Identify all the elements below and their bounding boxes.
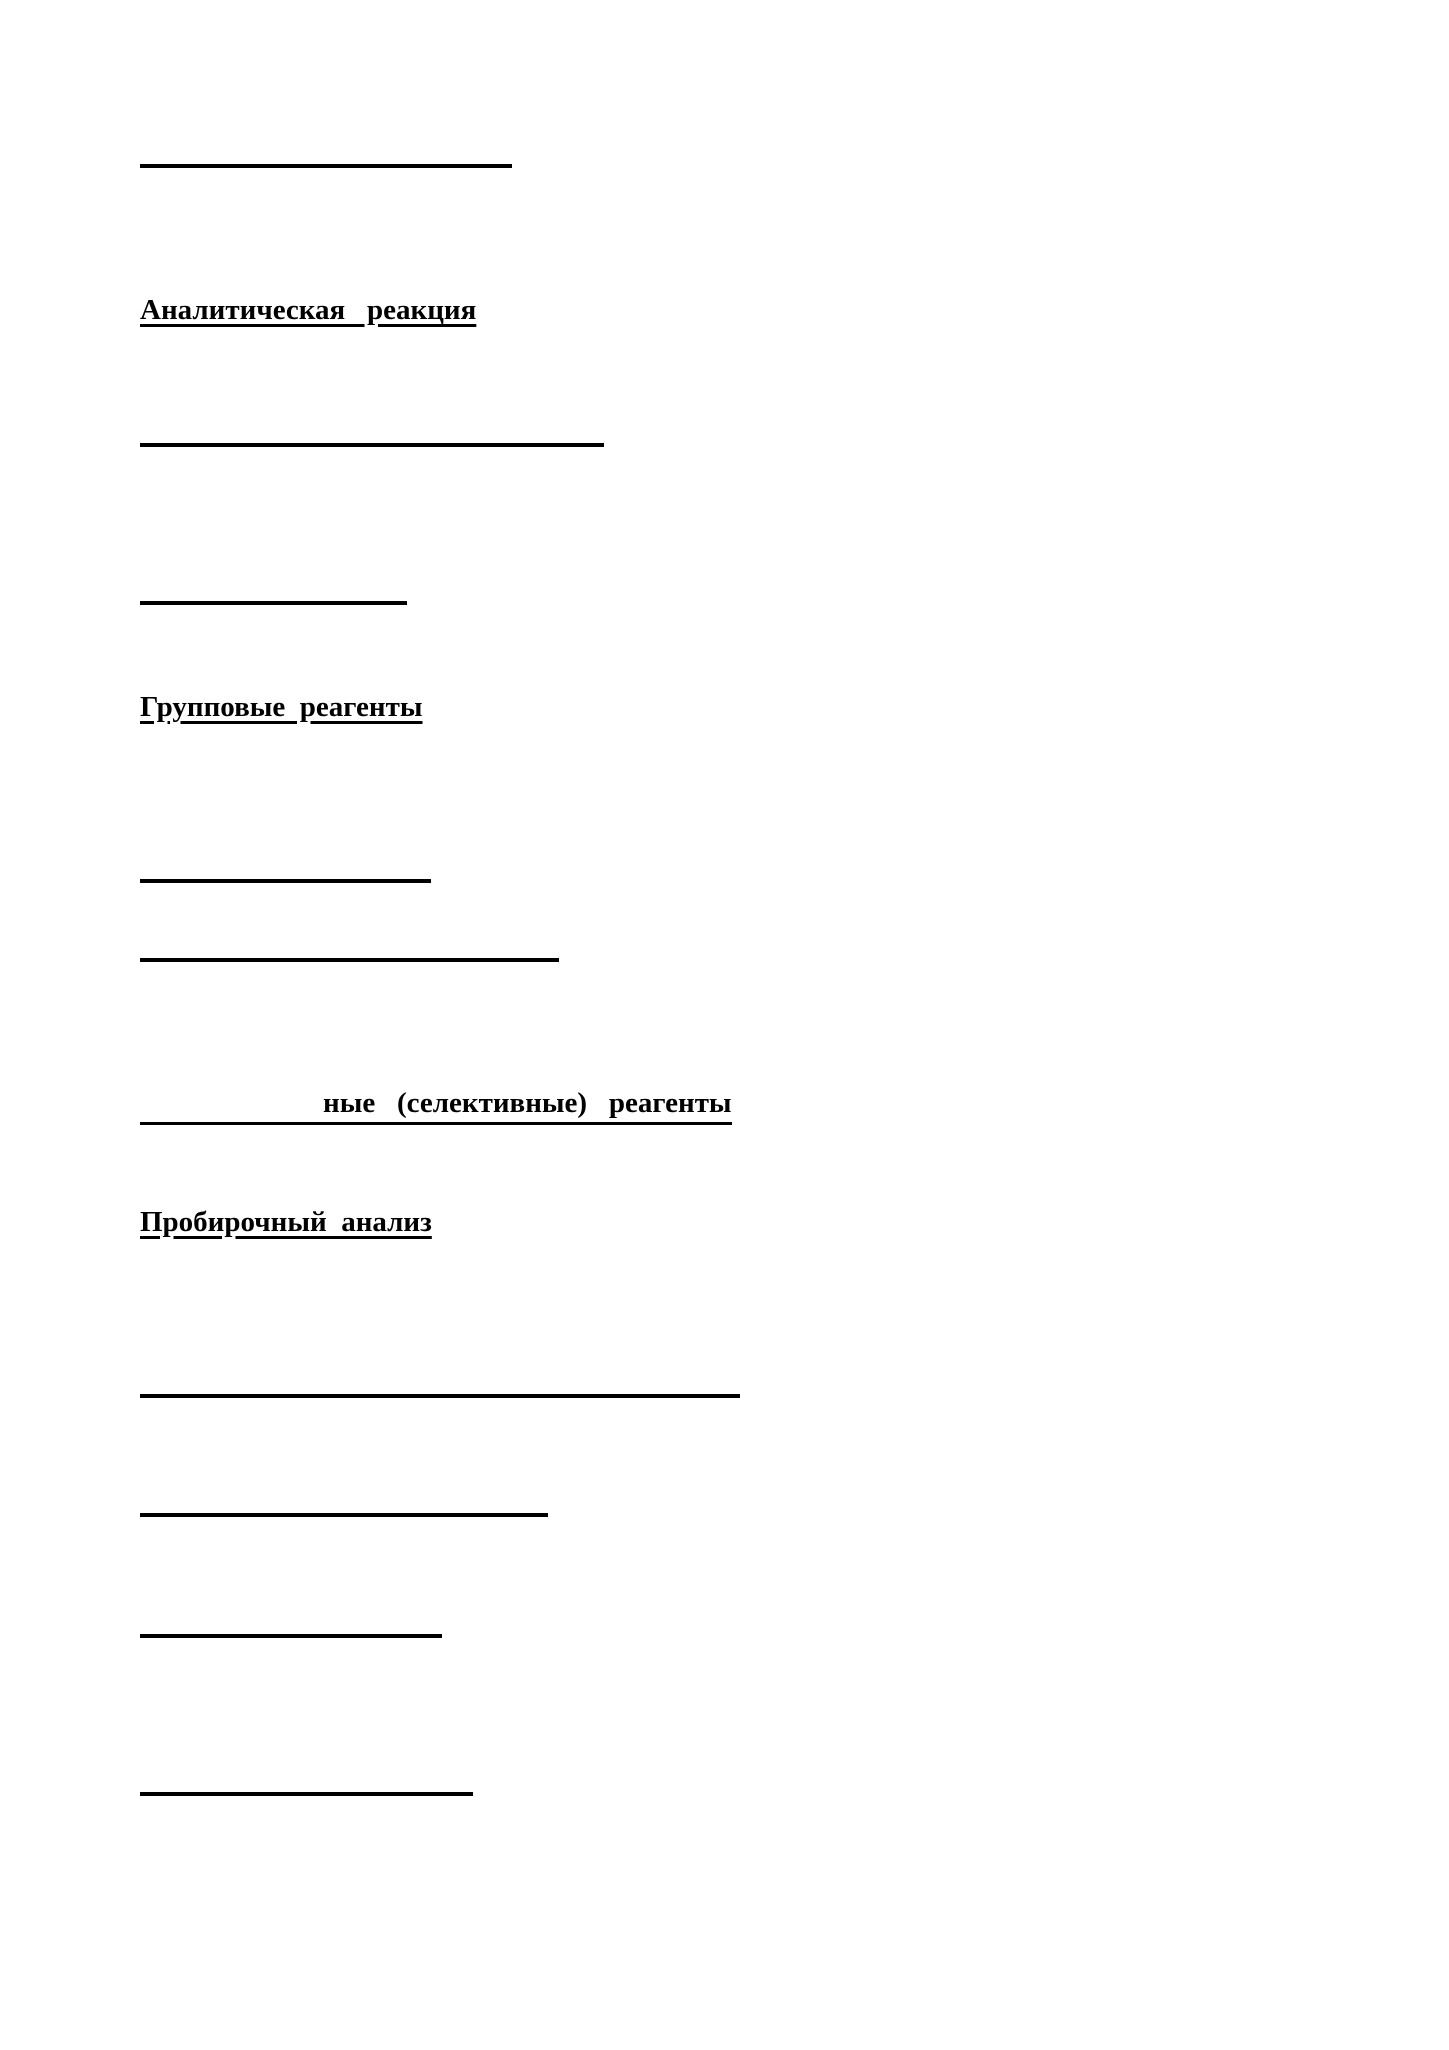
blank-line-1 xyxy=(140,164,512,168)
blank-line-3 xyxy=(140,601,407,605)
blank-line-5 xyxy=(140,958,559,962)
term-analytical-reaction: Аналитическая реакция xyxy=(140,294,477,326)
blank-line-7 xyxy=(140,1513,548,1517)
blank-line-4 xyxy=(140,879,431,883)
blank-line-2 xyxy=(140,443,604,447)
term-selective-reagents-text: ные (селективные) реагенты xyxy=(323,1087,732,1119)
term-test-tube-analysis: Пробирочный анализ xyxy=(140,1206,432,1238)
term-group-reagents: Групповые реагенты xyxy=(140,691,423,723)
blank-line-9 xyxy=(140,1792,473,1796)
blank-line-6 xyxy=(140,1394,740,1398)
term-selective-reagents xyxy=(140,1086,732,1125)
blank-line-8 xyxy=(140,1634,442,1638)
